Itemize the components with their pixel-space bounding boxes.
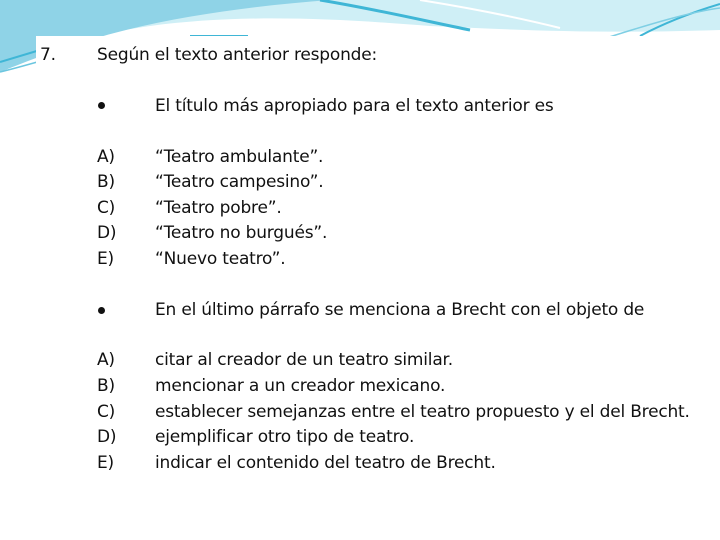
item-1-option-e-text: “Nuevo teatro”.	[155, 249, 286, 269]
item-2-stem: En el último párrafo se menciona a Brecht con el objeto de	[155, 300, 645, 320]
item-1-option-d-text: “Teatro no burgués”.	[155, 223, 328, 243]
item-2-option-d-text: ejemplificar otro tipo de teatro.	[155, 427, 415, 447]
item-1-option-b-text: “Teatro campesino”.	[155, 172, 324, 192]
item-2-option-e-letter: E)	[97, 453, 114, 473]
item-1-option-d-letter: D)	[97, 223, 117, 243]
item-1-option-a-letter: A)	[97, 147, 115, 167]
item-1-stem: El título más apropiado para el texto anterior es	[155, 96, 554, 116]
item-1-option-a-text: “Teatro ambulante”.	[155, 147, 324, 167]
item-2-option-a-text: citar al creador de un teatro similar.	[155, 350, 453, 370]
item-2-option-c-letter: C)	[97, 402, 116, 422]
item-1-option-c-text: “Teatro pobre”.	[155, 198, 282, 218]
item-1-option-e-letter: E)	[97, 249, 114, 269]
item-2-option-d-letter: D)	[97, 427, 117, 447]
item-1-option-b-letter: B)	[97, 172, 115, 192]
question-prompt: Según el texto anterior responde:	[97, 45, 378, 65]
item-2-option-e-text: indicar el contenido del teatro de Brecht.	[155, 453, 496, 473]
item-2-option-b-text: mencionar a un creador mexicano.	[155, 376, 446, 396]
item-2-option-c-text: establecer semejanzas entre el teatro propuesto y el del Brecht.	[155, 402, 690, 422]
bullet-icon	[98, 307, 105, 314]
item-2-option-a-letter: A)	[97, 350, 115, 370]
item-2-option-b-letter: B)	[97, 376, 115, 396]
question-number: 7.	[40, 45, 56, 65]
item-1-option-c-letter: C)	[97, 198, 116, 218]
bullet-icon	[98, 102, 105, 109]
